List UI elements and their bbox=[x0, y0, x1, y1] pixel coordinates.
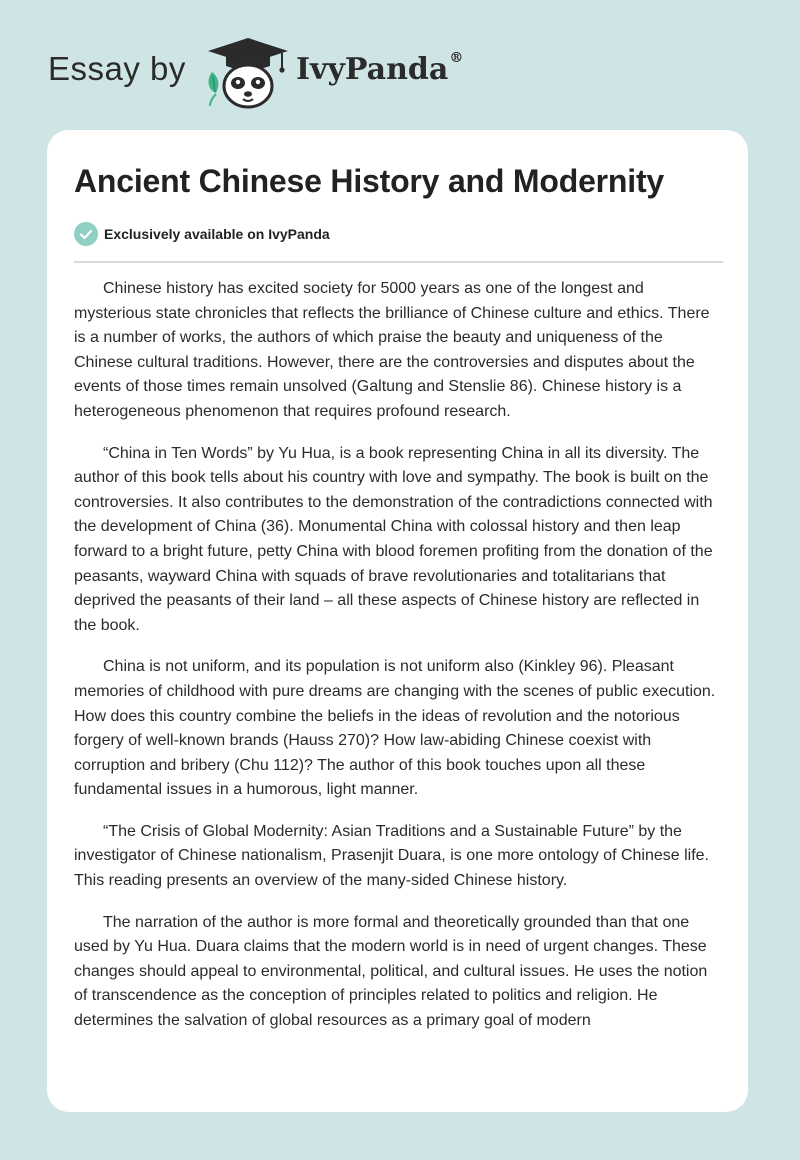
site-header bbox=[0, 0, 800, 130]
check-circle-icon bbox=[74, 222, 98, 246]
paragraph: “China in Ten Words” by Yu Hua, is a book representing China in all its diversity. The author of this book tells about his country with love and sympathy. The book is built on the controversies. It also contributes to the demonstration of the contradictions connected with the development of China (36). Monumental China with colossal history and then leap forward to a bright future, petty China with blood foremen profiting from the donation of the peasants, wayward China with squads of brave revolutionaries and totalitarians that deprived the peasants of their land – all these aspects of Chinese history are reflected in the book. bbox=[74, 444, 713, 634]
essay-card bbox=[47, 130, 748, 1112]
exclusive-label: Exclusively available on IvyPanda bbox=[104, 226, 330, 242]
paragraph: China is not uniform, and its population is not uniform also (Kinkley 96). Pleasant memories of childhood with pure dreams are changing with the scenes of public execution. How does this country combine the beliefs in the ideas of revolution and the notorious forgery of well-known brands (Hauss 270)? How law-abiding Chinese coexist with corruption and bribery (Chu 112)? The author of this book touches upon all these fundamental issues in a humorous, light manner. bbox=[74, 658, 716, 799]
brand-name[interactable]: IvyPanda® bbox=[296, 50, 464, 87]
essay-by-label: Essay by bbox=[48, 50, 186, 87]
divider bbox=[74, 261, 723, 263]
paragraph: Chinese history has excited society for 5000 years as one of the longest and mysterious state chronicles that reflects the brilliance of Chinese culture and ethics. There is a number of works, the authors of which praise the beauty and uniqueness of the Chinese cultural traditions. However, there are the controversies and disputes about the events of those times remain unsolved (Galtung and Stenslie 86). Chinese history is a heterogeneous phenomenon that requires profound research. bbox=[74, 280, 710, 420]
essay-title: Ancient Chinese History and Modernity bbox=[74, 163, 665, 199]
registered-mark: ® bbox=[449, 50, 464, 66]
panda-logo-icon[interactable] bbox=[202, 36, 294, 110]
paragraph: The narration of the author is more formal and theoretically grounded than that one used by Yu Hua. Duara claims that the modern world is in need of urgent changes. These changes should appeal to environmental, political, and cultural issues. He uses the notion of transcendence as the conception of principles related to politics and religion. He determines the salvation of global resources as a primary goal of modern bbox=[74, 913, 708, 1030]
exclusive-badge bbox=[74, 222, 330, 246]
essay-body bbox=[74, 277, 725, 1051]
paragraph: “The Crisis of Global Modernity: Asian Traditions and a Sustainable Future” by the investigator of Chinese nationalism, Prasenjit Duara, is one more ontology of Chinese life. This reading presents an overview of the many-sided Chinese history. bbox=[74, 822, 709, 890]
